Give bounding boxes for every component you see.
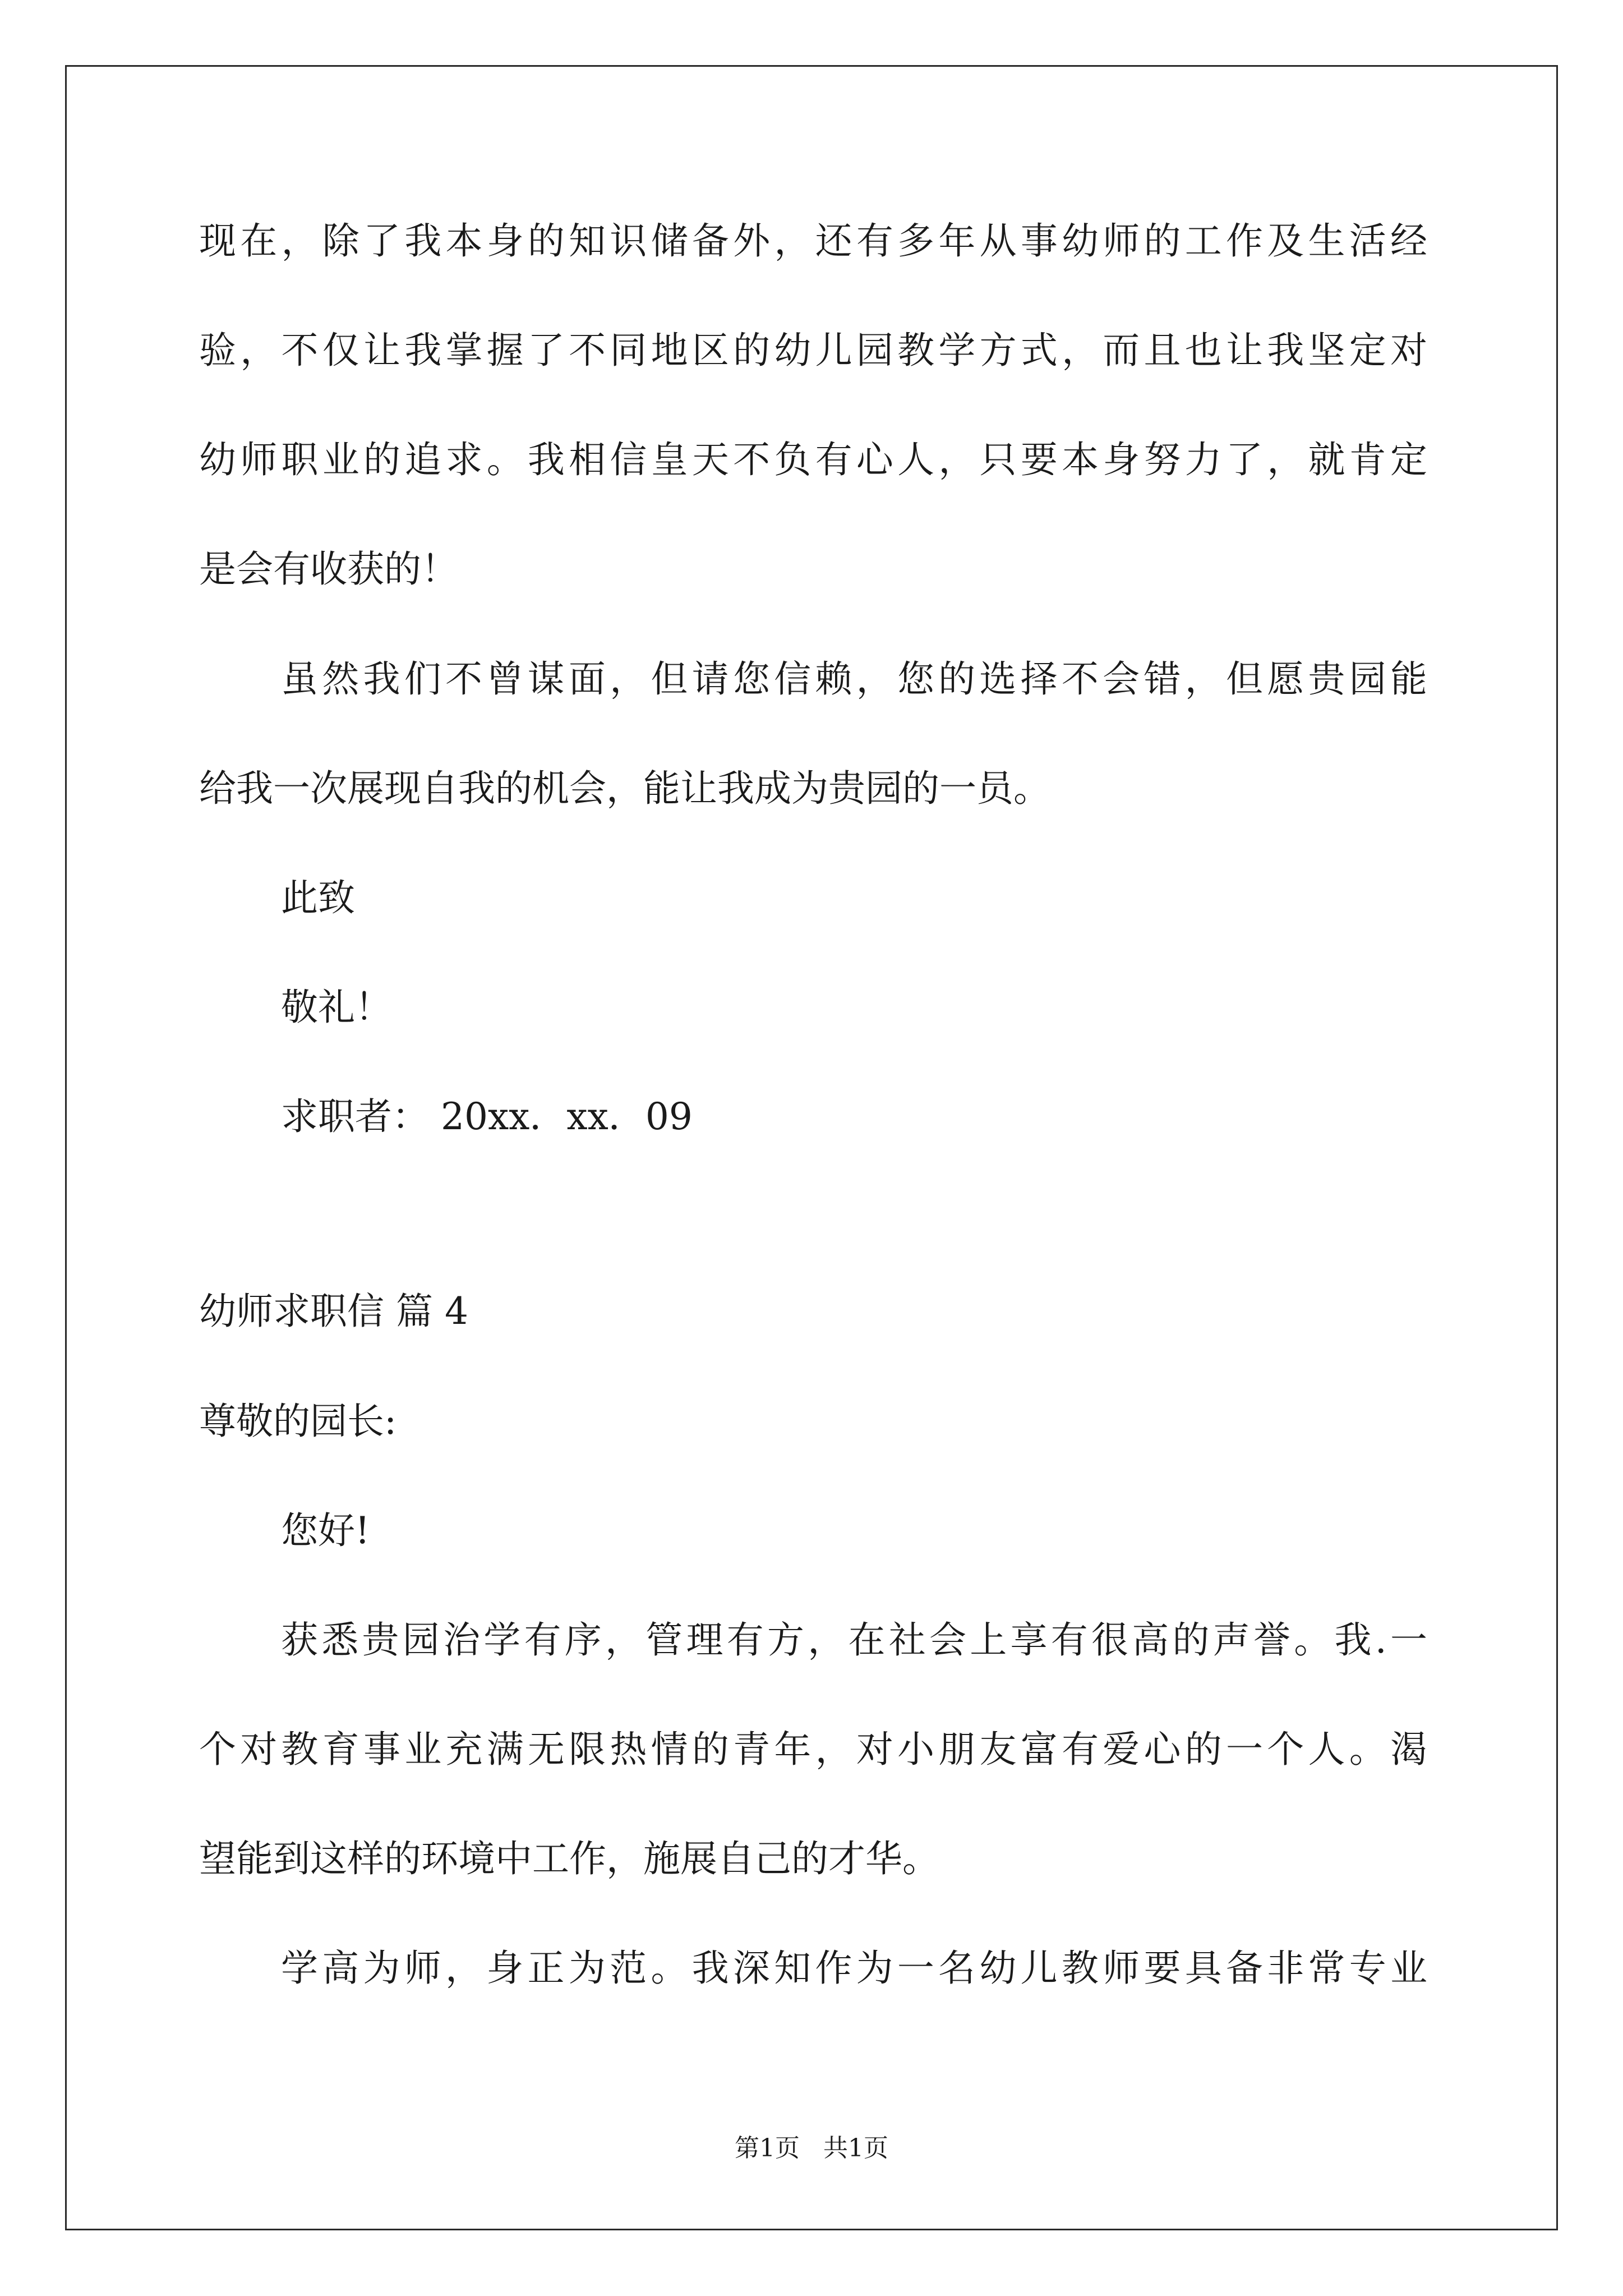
salutation-closing: 此致	[281, 876, 355, 919]
paragraph-line: 是会有收获的！	[199, 547, 458, 591]
paragraph-line: 幼师职业的追求。我相信皇天不负有心人，只要本身努力了，就肯定	[199, 438, 1427, 481]
paragraph-line: 个对教育事业充满无限热情的青年，对小朋友富有爱心的一个人。渴	[199, 1728, 1427, 1771]
paragraph-line: 获悉贵园治学有序，管理有方，在社会上享有很高的声誉。我.一	[281, 1618, 1427, 1662]
page-footer: 第1页 共1页	[735, 2134, 888, 2162]
regards: 敬礼！	[281, 986, 392, 1029]
applicant-date: 求职者： 20xx．xx．09	[281, 1095, 693, 1138]
paragraph-line: 学高为师，身正为范。我深知作为一名幼儿教师要具备非常专业	[281, 1947, 1427, 1990]
paragraph-line: 验，不仅让我掌握了不同地区的幼儿园教学方式，而且也让我坚定对	[199, 329, 1427, 372]
hello-line: 您好!	[281, 1509, 370, 1552]
paragraph-line: 给我一次展现自我的机会，能让我成为贵园的一员。	[199, 767, 1050, 810]
greeting: 尊敬的园长:	[199, 1400, 397, 1443]
paragraph-line: 现在，除了我本身的知识储备外，还有多年从事幼师的工作及生活经	[199, 219, 1427, 263]
paragraph-line: 虽然我们不曾谋面，但请您信赖，您的选择不会错，但愿贵园能	[281, 657, 1427, 701]
page-border	[65, 65, 1558, 2230]
paragraph-line: 望能到这样的环境中工作，施展自己的才华。	[199, 1837, 939, 1880]
section-title: 幼师求职信 篇 4	[199, 1290, 468, 1333]
